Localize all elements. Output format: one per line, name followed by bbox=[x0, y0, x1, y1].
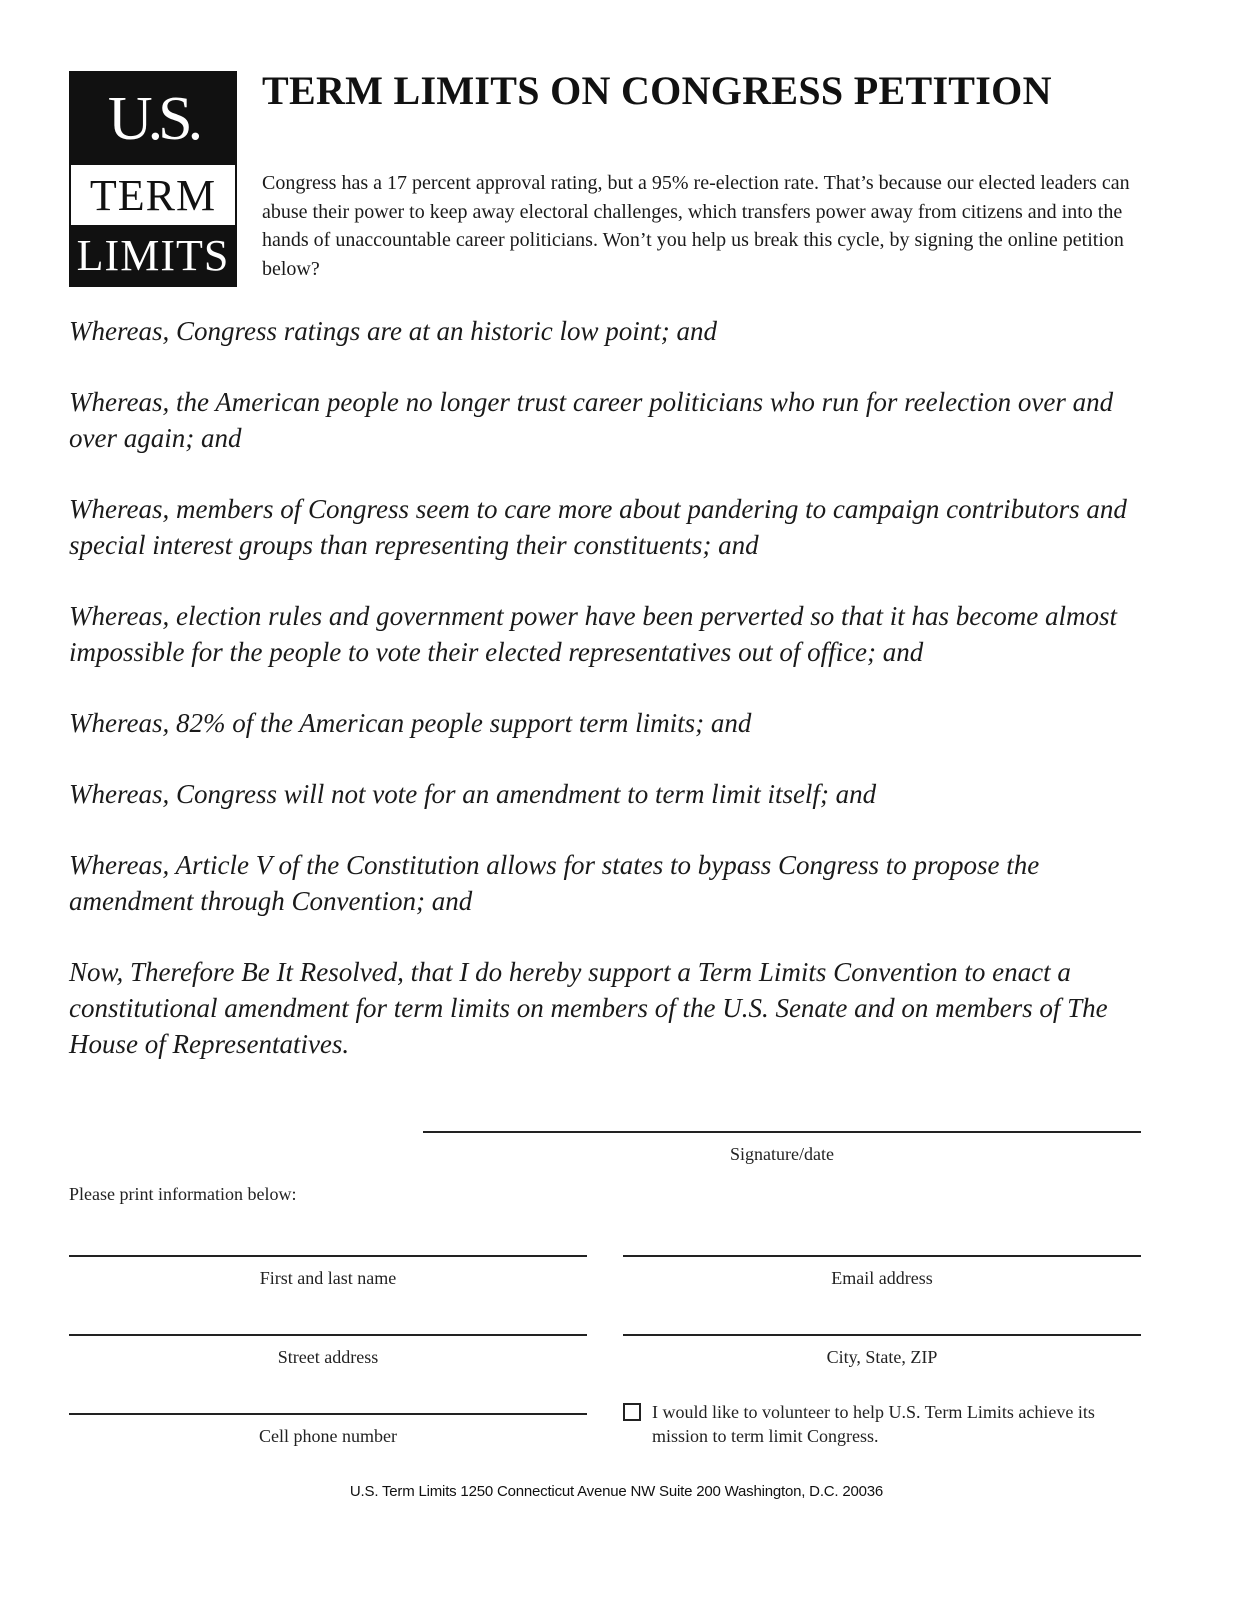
logo-term-text: TERM bbox=[71, 165, 235, 225]
clause: Whereas, Congress will not vote for an amendment to term limit itself; and bbox=[69, 779, 877, 809]
intro-paragraph: Congress has a 17 percent approval rating, but a 95% re-election rate. That’s because our elected leaders can abuse their power to keep away electoral challenges, which transfers power away from citizens and into the hands of unaccountable career politicians. Won’t you help us break this cycle, by signing the online petition below? bbox=[262, 172, 1130, 280]
city-label: City, State, ZIP bbox=[826, 1347, 938, 1367]
name-label: First and last name bbox=[259, 1268, 397, 1288]
volunteer-label: I would like to volunteer to help U.S. Term Limits achieve its mission to term limit Congress. bbox=[652, 1402, 1095, 1446]
phone-label: Cell phone number bbox=[259, 1426, 397, 1446]
resolution-clause: Now, Therefore Be It Resolved, that I do hereby support a Term Limits Convention to enact a constitutional amendment for term limits on members of the U.S. Senate and on members of The House of Representatives. bbox=[69, 957, 1108, 1059]
phone-field-line[interactable] bbox=[69, 1413, 587, 1415]
us-term-limits-logo bbox=[69, 71, 237, 287]
clause: Whereas, Article V of the Constitution allows for states to bypass Congress to propose the amendment through Convention; and bbox=[69, 850, 1040, 916]
clause: Whereas, election rules and government power have been perverted so that it has become almost impossible for the people to vote their elected representatives out of office; and bbox=[69, 601, 1118, 667]
print-instructions: Please print information below: bbox=[69, 1184, 297, 1204]
petition-clauses bbox=[69, 313, 1144, 1097]
logo-limits-text: LIMITS bbox=[71, 225, 235, 287]
signature-label: Signature/date bbox=[730, 1144, 834, 1164]
email-field-line[interactable] bbox=[623, 1255, 1141, 1257]
clause: Whereas, members of Congress seem to care more about pandering to campaign contributors and special interest groups than representing their constituents; and bbox=[69, 494, 1127, 560]
footer-address: U.S. Term Limits 1250 Connecticut Avenue NW Suite 200 Washington, D.C. 20036 bbox=[349, 1483, 884, 1500]
city-field-line[interactable] bbox=[623, 1334, 1141, 1336]
street-field-line[interactable] bbox=[69, 1334, 587, 1336]
email-label: Email address bbox=[831, 1268, 933, 1288]
clause: Whereas, Congress ratings are at an historic low point; and bbox=[69, 316, 717, 346]
signature-line[interactable] bbox=[423, 1131, 1141, 1133]
clause: Whereas, the American people no longer trust career politicians who run for reelection over and over again; and bbox=[69, 387, 1114, 453]
name-field-line[interactable] bbox=[69, 1255, 587, 1257]
logo-us-text: U.S. bbox=[71, 73, 235, 165]
clause: Whereas, 82% of the American people support term limits; and bbox=[69, 708, 752, 738]
volunteer-checkbox[interactable] bbox=[623, 1403, 641, 1421]
street-label: Street address bbox=[277, 1347, 379, 1367]
page-title: TERM LIMITS ON CONGRESS PETITION bbox=[262, 68, 1052, 113]
